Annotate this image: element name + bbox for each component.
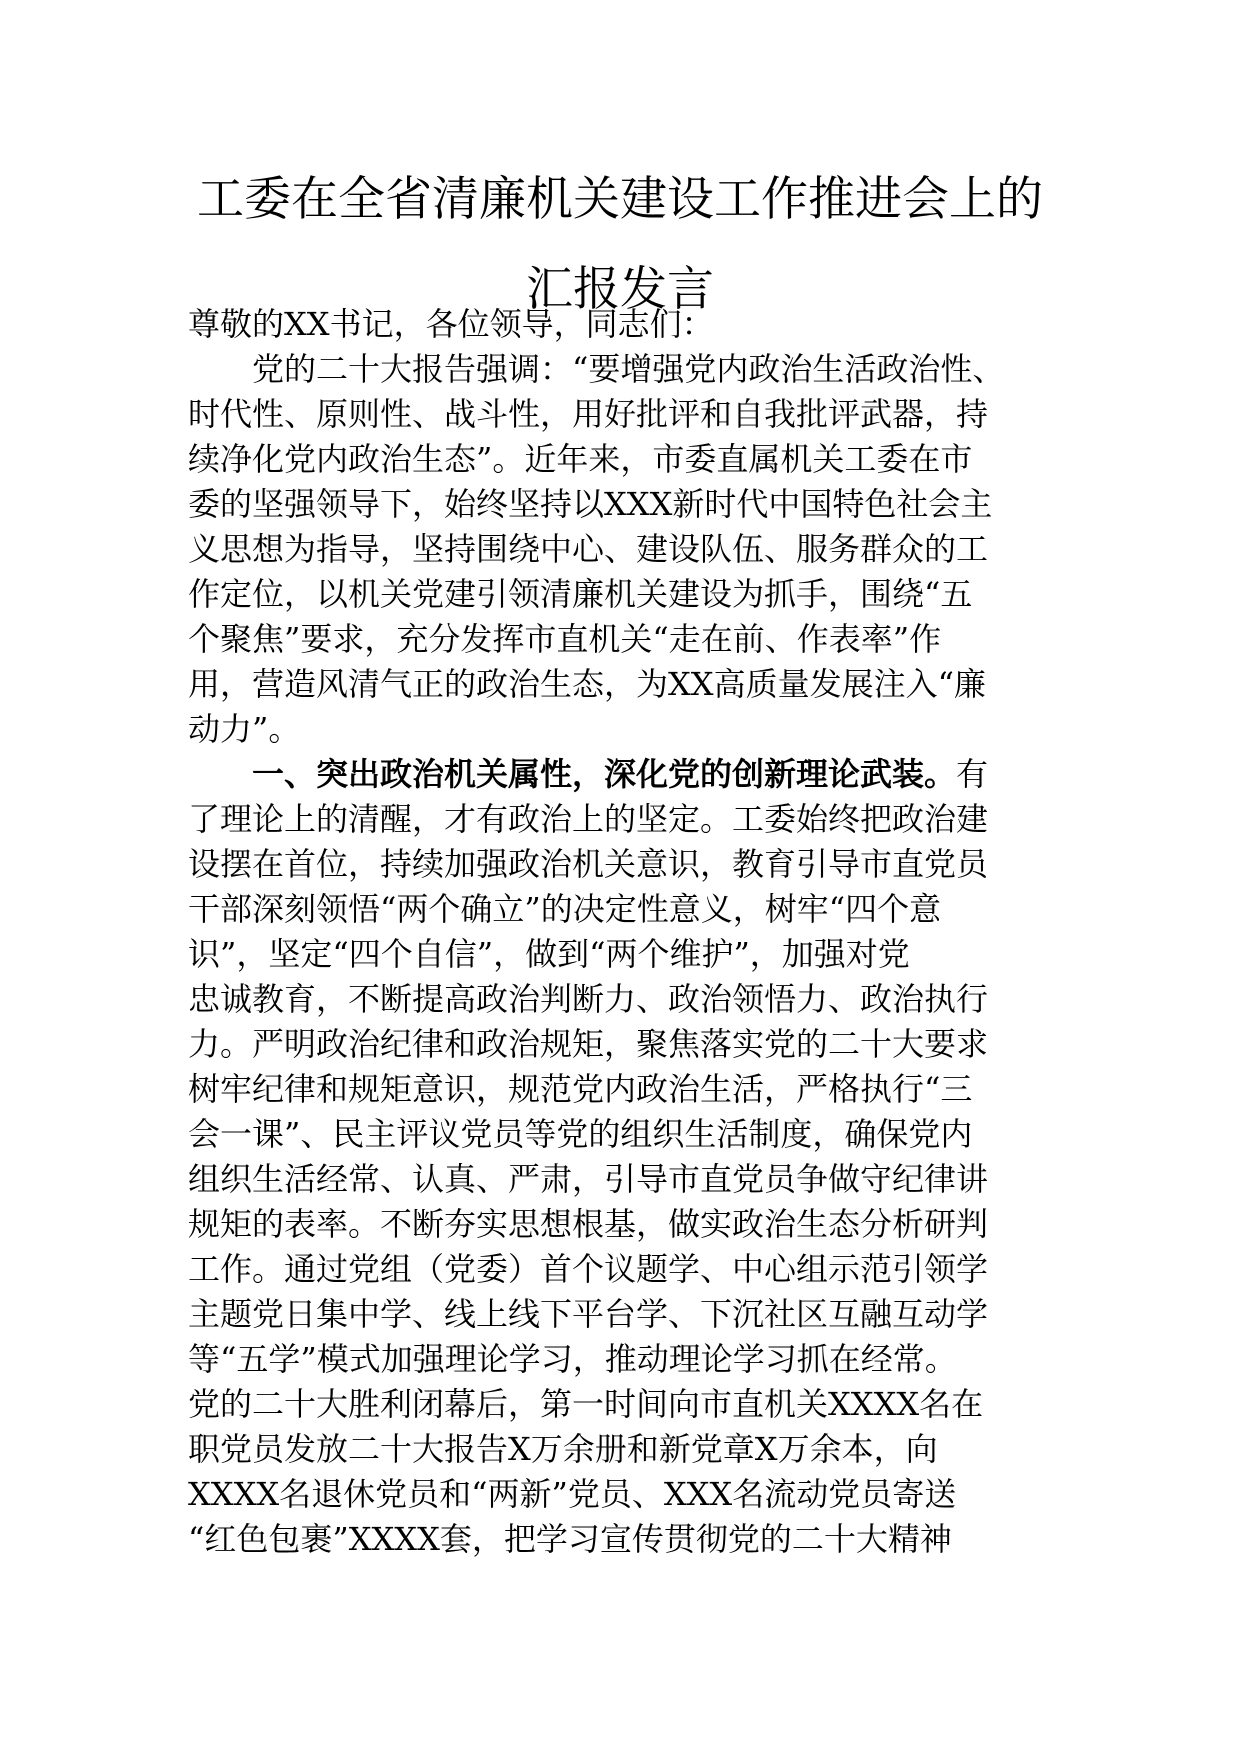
paragraph-line: 义思想为指导，坚持围绕中心、建设队伍、服务群众的工 xyxy=(188,530,989,568)
paragraph-line: 会一课”、民主评议党员等党的组织生活制度，确保党内 xyxy=(188,1115,973,1153)
paragraph-line: 力。严明政治纪律和政治规矩，聚焦落实党的二十大要求 xyxy=(188,1025,989,1063)
document-title-line-1: 工委在全省清廉机关建设工作推进会上的 xyxy=(197,172,1043,227)
paragraph-intro xyxy=(188,347,1088,752)
paragraph-line: 干部深刻领悟“两个确立”的决定性意义，树牢“四个意 xyxy=(188,890,942,928)
paragraph-line: 工作。通过党组（党委）首个议题学、中心组示范引领学 xyxy=(188,1250,989,1288)
paragraph-line: 树牢纪律和规矩意识，规范党内政治生活，严格执行“三 xyxy=(188,1070,973,1108)
paragraph-line: 了理论上的清醒，才有政治上的坚定。工委始终把政治建 xyxy=(188,800,989,838)
paragraph-line: 忠诚教育，不断提高政治判断力、政治领悟力、政治执行 xyxy=(188,980,989,1018)
paragraph-line: 个聚焦”要求，充分发挥市直机关“走在前、作表率”作 xyxy=(188,620,942,658)
paragraph-line: 设摆在首位，持续加强政治机关意识，教育引导市直党员 xyxy=(188,845,989,883)
section-1-heading-rest: 有 xyxy=(956,755,989,793)
section-1 xyxy=(188,752,1088,1562)
paragraph-line: 等“五学”模式加强理论学习，推动理论学习抓在经常。 xyxy=(188,1340,957,1378)
section-1-first-line xyxy=(188,752,1088,797)
paragraph-line: 主题党日集中学、线上线下平台学、下沉社区互融互动学 xyxy=(188,1295,989,1333)
document-title-line-2: 汇报发言 xyxy=(526,262,714,317)
paragraph-line: XXXX名退休党员和“两新”党员、XXX名流动党员寄送 xyxy=(188,1475,957,1513)
paragraph-line: 用，营造风清气正的政治生态，为XX高质量发展注入“廉 xyxy=(188,665,986,703)
paragraph-line: 委的坚强领导下，始终坚持以XXX新时代中国特色社会主 xyxy=(188,485,993,523)
salutation: 尊敬的XX书记，各位领导，同志们： xyxy=(188,305,714,343)
paragraph-line: 党的二十大报告强调：“要增强党内政治生活政治性、 xyxy=(252,350,1005,388)
paragraph-line: 党的二十大胜利闭幕后，第一时间向市直机关XXXX名在 xyxy=(188,1385,984,1423)
paragraph-line: 作定位，以机关党建引领清廉机关建设为抓手，围绕“五 xyxy=(188,575,973,613)
paragraph-line: “红色包裹”XXXX套，把学习宣传贯彻党的二十大精神 xyxy=(188,1520,952,1558)
paragraph-line: 时代性、原则性、战斗性，用好批评和自我批评武器，持 xyxy=(188,395,989,433)
document-body xyxy=(188,302,1088,1562)
paragraph-line: 规矩的表率。不断夯实思想根基，做实政治生态分析研判 xyxy=(188,1205,989,1243)
paragraph-line: 识”，坚定“四个自信”，做到“两个维护”，加强对党 xyxy=(188,935,910,973)
paragraph-line: 续净化党内政治生态”。近年来，市委直属机关工委在市 xyxy=(188,440,973,478)
paragraph-line: 动力”。 xyxy=(188,710,301,748)
paragraph-line: 职党员发放二十大报告X万余册和新党章X万余本，向 xyxy=(188,1430,938,1468)
paragraph-line: 组织生活经常、认真、严肃，引导市直党员争做守纪律讲 xyxy=(188,1160,989,1198)
section-1-heading: 一、突出政治机关属性，深化党的创新理论武装。 xyxy=(252,755,957,793)
